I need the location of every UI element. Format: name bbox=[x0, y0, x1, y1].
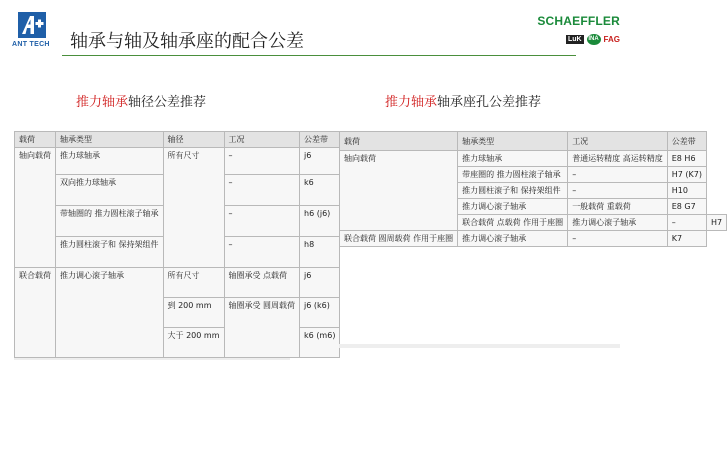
ant-tech-logo bbox=[18, 12, 46, 38]
luk-logo: LuK bbox=[567, 35, 582, 43]
page-title: 轴承与轴及轴承座的配合公差 bbox=[70, 31, 304, 52]
table-cell: k6 (m6) bbox=[300, 328, 340, 358]
table-cell: 联合载荷 圆周载荷 作用于座圈 bbox=[340, 231, 458, 247]
table-cell: 推力调心滚子轴承 bbox=[568, 215, 668, 231]
table-cell: 带座圈的 推力圆柱滚子轴承 bbox=[458, 167, 568, 183]
table-shadow bbox=[339, 344, 620, 348]
table-cell: – bbox=[568, 167, 668, 183]
sub-brand-logos bbox=[566, 33, 620, 45]
table-cell: 一般载荷 重载荷 bbox=[568, 199, 668, 215]
table-row bbox=[340, 231, 727, 247]
table-cell: 推力调心滚子轴承 bbox=[56, 268, 164, 358]
table-cell: 轴圈承受 点载荷 bbox=[224, 268, 300, 298]
table-cell: j6 bbox=[300, 268, 340, 298]
schaeffler-brand: SCHAEFFLER bbox=[537, 14, 620, 28]
col-header: 载荷 bbox=[15, 132, 56, 148]
table-cell: H7 (K7) bbox=[667, 167, 706, 183]
table-cell: 轴圈承受 圆周载荷 bbox=[224, 298, 300, 358]
table-cell: j6 (k6) bbox=[300, 298, 340, 328]
table-cell: 推力调心滚子轴承 bbox=[458, 199, 568, 215]
table-header-row bbox=[15, 132, 340, 148]
housing-tolerance-table bbox=[339, 131, 727, 247]
table-cell: j6 bbox=[300, 148, 340, 175]
shaft-tolerance-table bbox=[14, 131, 340, 358]
table-row bbox=[15, 148, 340, 175]
table-cell: 推力圆柱滚子和 保持架组件 bbox=[458, 183, 568, 199]
table-cell: 联合载荷 点载荷 作用于座圈 bbox=[458, 215, 568, 231]
table-cell: K7 bbox=[667, 231, 706, 247]
col-header: 公差带 bbox=[300, 132, 340, 148]
col-header: 载荷 bbox=[340, 132, 458, 151]
table-cell: 推力球轴承 bbox=[458, 151, 568, 167]
table-cell: H10 bbox=[667, 183, 706, 199]
table-cell: 带轴圈的 推力圆柱滚子轴承 bbox=[56, 206, 164, 237]
col-header: 公差带 bbox=[667, 132, 706, 151]
logo-text: ANT TECH bbox=[12, 41, 50, 48]
table-cell: 推力球轴承 bbox=[56, 148, 164, 175]
table-row bbox=[340, 151, 727, 167]
table-cell: – bbox=[224, 148, 300, 175]
table-cell: 推力调心滚子轴承 bbox=[458, 231, 568, 247]
table-cell: 所有尺寸 bbox=[163, 148, 224, 268]
ina-logo: INA bbox=[587, 34, 601, 45]
table-cell: 大于 200 mm bbox=[163, 328, 224, 358]
table-cell: k6 bbox=[300, 175, 340, 206]
col-header: 轴承类型 bbox=[56, 132, 164, 148]
table-cell: H7 bbox=[706, 215, 726, 231]
col-header: 轴径 bbox=[163, 132, 224, 148]
fag-logo: FAG bbox=[603, 34, 620, 44]
table-cell: – bbox=[224, 237, 300, 268]
table-cell: – bbox=[568, 231, 668, 247]
table-cell: h6 (j6) bbox=[300, 206, 340, 237]
table-cell: E8 H6 bbox=[667, 151, 706, 167]
table-cell: h8 bbox=[300, 237, 340, 268]
col-header: 工况 bbox=[224, 132, 300, 148]
table-cell: – bbox=[568, 183, 668, 199]
title-divider bbox=[62, 55, 576, 56]
table-cell: 双向推力球轴承 bbox=[56, 175, 164, 206]
table-cell: 普通运转精度 高运转精度 bbox=[568, 151, 668, 167]
housing-tolerance-heading: 推力轴承轴承座孔公差推荐 bbox=[385, 95, 542, 110]
ant-tech-logo-icon bbox=[18, 12, 46, 38]
table-cell: – bbox=[667, 215, 706, 231]
table-cell: 轴向载荷 bbox=[340, 151, 458, 231]
col-header: 工况 bbox=[568, 132, 668, 151]
table-cell: 联合载荷 bbox=[15, 268, 56, 358]
table-cell: – bbox=[224, 206, 300, 237]
table-row bbox=[15, 268, 340, 298]
table-cell: 推力圆柱滚子和 保持架组件 bbox=[56, 237, 164, 268]
table-cell: 所有尺寸 bbox=[163, 268, 224, 298]
table-header-row bbox=[340, 132, 727, 151]
table-cell: E8 G7 bbox=[667, 199, 706, 215]
table-cell: 到 200 mm bbox=[163, 298, 224, 328]
table-cell: 轴向载荷 bbox=[15, 148, 56, 268]
shaft-tolerance-heading: 推力轴承轴径公差推荐 bbox=[76, 95, 207, 110]
table-cell: – bbox=[224, 175, 300, 206]
col-header: 轴承类型 bbox=[458, 132, 568, 151]
